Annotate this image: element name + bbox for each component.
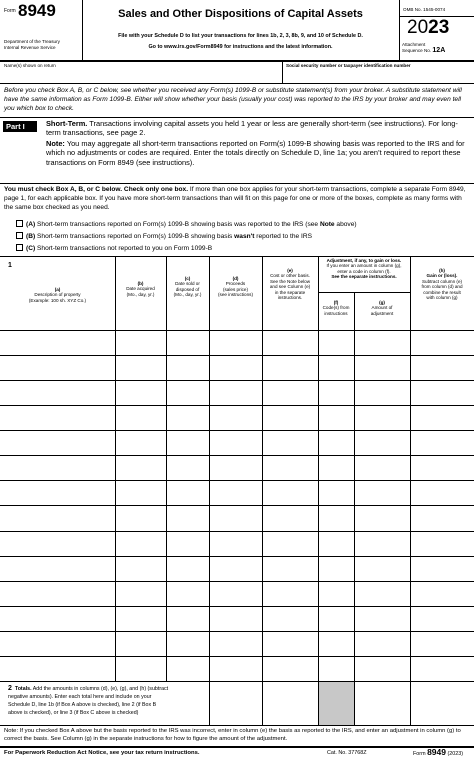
col-f-total-shaded xyxy=(319,682,354,725)
col-e-header: (e) Cost or other basis. See the Note below and see Column (e) in the separate instructions. xyxy=(269,268,311,301)
table-cell-input[interactable] xyxy=(318,480,354,505)
table-cell-input[interactable] xyxy=(209,556,262,581)
table-cell-input[interactable] xyxy=(318,455,354,480)
table-row xyxy=(0,656,474,681)
table-cell-input[interactable] xyxy=(318,405,354,430)
table-cell-input[interactable] xyxy=(166,556,209,581)
tax-year: 2023 xyxy=(407,17,450,38)
table-cell-input[interactable] xyxy=(410,480,474,505)
table-cell-input[interactable] xyxy=(0,631,115,656)
dept-irs: Internal Revenue Service xyxy=(4,45,56,50)
table-cell-input[interactable] xyxy=(166,405,209,430)
form-number: 8949 xyxy=(18,1,56,20)
table-cell-input[interactable] xyxy=(115,531,166,556)
table-cell-input[interactable] xyxy=(166,430,209,455)
table-cell-input[interactable] xyxy=(209,405,262,430)
table-cell-input[interactable] xyxy=(209,631,262,656)
col-c-header: (c) Date sold or disposed of (Mo., day, yr.) xyxy=(173,276,202,298)
table-cell-input[interactable] xyxy=(0,380,115,405)
table-cell-input[interactable] xyxy=(262,581,318,606)
table-cell-input[interactable] xyxy=(115,631,166,656)
table-cell-input[interactable] xyxy=(115,405,166,430)
table-cell-input[interactable] xyxy=(410,656,474,681)
table-row xyxy=(0,455,474,480)
table-cell-input[interactable] xyxy=(354,430,410,455)
table-cell-input[interactable] xyxy=(0,480,115,505)
table-cell-input[interactable] xyxy=(354,330,410,355)
table-cell-input[interactable] xyxy=(115,380,166,405)
table-cell-input[interactable] xyxy=(0,355,115,380)
table-cell-input[interactable] xyxy=(410,405,474,430)
check-instructions: You must check Box A, B, or C below. Check only one box. If more than one box applies for your short-term transactions, complete a separate Form 8949, page 1, for each applicable box. If you have more short-term transactions than will fit on this page for one or more of the boxes, complete as many forms with the same box checked as you need. xyxy=(4,186,466,211)
table-cell-input[interactable] xyxy=(115,556,166,581)
table-cell-input[interactable] xyxy=(262,455,318,480)
table-cell-input[interactable] xyxy=(0,505,115,530)
table-cell-input[interactable] xyxy=(410,330,474,355)
table-row xyxy=(0,606,474,631)
name-label: Name(s) shown on return xyxy=(4,63,56,68)
table-cell-input[interactable] xyxy=(0,531,115,556)
table-row xyxy=(0,330,474,355)
box-c-row: (C) Short-term transactions not reported to you on Form 1099-B xyxy=(16,244,212,253)
col-g-header: (g) Amount of adjustment xyxy=(370,300,394,316)
table-row xyxy=(0,380,474,405)
table-cell-input[interactable] xyxy=(0,656,115,681)
table-cell-input[interactable] xyxy=(318,505,354,530)
table-cell-input[interactable] xyxy=(166,355,209,380)
col-a-header: (a) Description of property (Example: 100 sh. XYZ Co.) xyxy=(28,287,87,303)
attachment-label: Attachment xyxy=(402,42,426,47)
part-i-badge: Part I xyxy=(3,121,37,132)
table-cell-input[interactable] xyxy=(410,355,474,380)
sequence-number: Sequence No. 12A xyxy=(402,47,446,54)
part-i-text: Short-Term. Transactions involving capital assets you held 1 year or less are generally short-term (see instructions). For long-term transactions, see page 2. xyxy=(46,119,458,138)
table-cell-input[interactable] xyxy=(115,505,166,530)
line-2-totals-text: 2 Totals. Add the amounts in columns (d), (e), (g), and (h) (subtract negative amounts). Enter each total here and include on your Schedule D, line 1b (if Box A above is checked), line 2 (if Box B above is checked), or line 3 (if Box C above is checked) xyxy=(8,685,169,716)
table-cell-input[interactable] xyxy=(0,330,115,355)
table-cell-input[interactable] xyxy=(318,631,354,656)
table-cell-input[interactable] xyxy=(166,531,209,556)
form-subtitle-2: Go to www.irs.gov/Form8949 for instructions and the latest information. xyxy=(148,44,333,50)
ssn-input[interactable] xyxy=(283,69,474,82)
table-row xyxy=(0,531,474,556)
table-cell-input[interactable] xyxy=(166,455,209,480)
table-row xyxy=(0,631,474,656)
table-cell-input[interactable] xyxy=(0,556,115,581)
table-row xyxy=(0,405,474,430)
table-cell-input[interactable] xyxy=(115,330,166,355)
table-cell-input[interactable] xyxy=(410,606,474,631)
form-word: Form xyxy=(4,8,16,14)
bottom-note: Note: If you checked Box A above but the basis reported to the IRS was incorrect, enter in column (e) the basis as reported to the IRS, and enter an adjustment in column (g) to correct the basis. See Column (g) in the separate instructions for how to figure the amount of the adjustment. xyxy=(4,728,461,743)
table-cell-input[interactable] xyxy=(209,330,262,355)
table-cell-input[interactable] xyxy=(115,455,166,480)
table-cell-input[interactable] xyxy=(410,430,474,455)
table-cell-input[interactable] xyxy=(0,581,115,606)
table-row xyxy=(0,355,474,380)
table-cell-input[interactable] xyxy=(354,405,410,430)
table-cell-input[interactable] xyxy=(354,480,410,505)
table-cell-input[interactable] xyxy=(410,531,474,556)
table-cell-input[interactable] xyxy=(410,505,474,530)
table-cell-input[interactable] xyxy=(262,405,318,430)
table-cell-input[interactable] xyxy=(115,355,166,380)
table-cell-input[interactable] xyxy=(166,631,209,656)
table-cell-input[interactable] xyxy=(410,631,474,656)
table-cell-input[interactable] xyxy=(166,330,209,355)
total-cost-input[interactable] xyxy=(263,682,318,725)
table-cell-input[interactable] xyxy=(262,656,318,681)
box-b-checkbox[interactable] xyxy=(16,232,23,239)
table-cell-input[interactable] xyxy=(262,505,318,530)
table-cell-input[interactable] xyxy=(410,556,474,581)
col-d-header: (d) Proceeds (sales price) (see instructions) xyxy=(218,276,253,298)
table-cell-input[interactable] xyxy=(318,531,354,556)
table-cell-input[interactable] xyxy=(318,581,354,606)
table-cell-input[interactable] xyxy=(115,430,166,455)
table-cell-input[interactable] xyxy=(354,355,410,380)
table-cell-input[interactable] xyxy=(209,355,262,380)
col-f-header: (f) Code(s) from instructions xyxy=(322,300,350,316)
table-cell-input[interactable] xyxy=(354,531,410,556)
table-cell-input[interactable] xyxy=(354,631,410,656)
name-input[interactable] xyxy=(0,69,282,82)
table-cell-input[interactable] xyxy=(318,430,354,455)
table-cell-input[interactable] xyxy=(209,581,262,606)
table-cell-input[interactable] xyxy=(209,606,262,631)
part-i-note: Note: You may aggregate all short-term transactions reported on Form(s) 1099-B showing basis was reported to the IRS and for which no adjustments or codes are required. Enter the totals directly on Schedule D, line 1a; you aren’t required to report these transactions on Form 8949 (see instructions). xyxy=(46,139,465,167)
col-b-header: (b) Date acquired (Mo., day, yr.) xyxy=(126,281,155,297)
table-cell-input[interactable] xyxy=(318,556,354,581)
table-cell-input[interactable] xyxy=(318,355,354,380)
table-cell-input[interactable] xyxy=(318,606,354,631)
ssn-label: Social security number or taxpayer identification number xyxy=(286,63,411,68)
form-title: Sales and Other Dispositions of Capital Assets xyxy=(118,8,363,20)
footer-form-id: Form 8949 (2023) xyxy=(413,747,464,757)
omb-number: OMB No. 1545-0074 xyxy=(403,7,446,12)
table-cell-input[interactable] xyxy=(262,330,318,355)
table-cell-input[interactable] xyxy=(166,380,209,405)
table-cell-input[interactable] xyxy=(262,606,318,631)
table-cell-input[interactable] xyxy=(262,480,318,505)
table-cell-input[interactable] xyxy=(0,405,115,430)
line-1-number: 1 xyxy=(8,262,12,269)
table-cell-input[interactable] xyxy=(354,656,410,681)
table-cell-input[interactable] xyxy=(354,581,410,606)
total-adjustment-input[interactable] xyxy=(355,682,410,725)
table-cell-input[interactable] xyxy=(115,656,166,681)
table-cell-input[interactable] xyxy=(166,480,209,505)
col-h-header: (h) Gain or (loss). Subtract column (e) from column (d) and combine the result with column (g) xyxy=(421,268,463,301)
table-cell-input[interactable] xyxy=(209,380,262,405)
table-cell-input[interactable] xyxy=(262,430,318,455)
table-cell-input[interactable] xyxy=(209,430,262,455)
table-cell-input[interactable] xyxy=(354,455,410,480)
table-cell-input[interactable] xyxy=(209,531,262,556)
dept-treasury: Department of the Treasury xyxy=(4,39,60,44)
table-cell-input[interactable] xyxy=(115,581,166,606)
table-row xyxy=(0,480,474,505)
footer-cat-no: Cat. No. 37768Z xyxy=(327,750,367,756)
table-cell-input[interactable] xyxy=(262,531,318,556)
table-cell-input[interactable] xyxy=(209,480,262,505)
table-cell-input[interactable] xyxy=(166,606,209,631)
table-cell-input[interactable] xyxy=(318,330,354,355)
table-row xyxy=(0,505,474,530)
footer-paperwork: For Paperwork Reduction Act Notice, see your tax return instructions. xyxy=(4,750,200,756)
table-row xyxy=(0,556,474,581)
table-cell-input[interactable] xyxy=(318,380,354,405)
table-cell-input[interactable] xyxy=(115,606,166,631)
intro-text: Before you check Box A, B, or C below, see whether you received any Form(s) 1099-B or substitute statement(s) from your broker. A substitute statement will have the same information as Form 1099-B. Either will show whether your basis (usually your cost) was reported to the IRS by your broker and may even tell you which box to check. xyxy=(4,87,462,112)
table-cell-input[interactable] xyxy=(354,505,410,530)
table-cell-input[interactable] xyxy=(262,556,318,581)
table-cell-input[interactable] xyxy=(166,505,209,530)
total-proceeds-input[interactable] xyxy=(210,682,262,725)
box-b-row: (B) Short-term transactions reported on Form(s) 1099-B showing basis wasn't reported to the IRS xyxy=(16,232,312,241)
table-cell-input[interactable] xyxy=(354,606,410,631)
table-cell-input[interactable] xyxy=(410,581,474,606)
table-cell-input[interactable] xyxy=(0,455,115,480)
box-a-row: (A) Short-term transactions reported on Form(s) 1099-B showing basis was reported to the IRS (see Note above) xyxy=(16,220,357,229)
table-row xyxy=(0,430,474,455)
table-cell-input[interactable] xyxy=(410,455,474,480)
table-cell-input[interactable] xyxy=(209,656,262,681)
table-cell-input[interactable] xyxy=(166,581,209,606)
table-cell-input[interactable] xyxy=(354,380,410,405)
table-cell-input[interactable] xyxy=(0,430,115,455)
table-cell-input[interactable] xyxy=(209,505,262,530)
box-a-checkbox[interactable] xyxy=(16,220,23,227)
table-cell-input[interactable] xyxy=(115,480,166,505)
form-subtitle-1: File with your Schedule D to list your transactions for lines 1b, 2, 3, 8b, 9, and 10 of Schedule D. xyxy=(118,33,363,39)
table-cell-input[interactable] xyxy=(262,380,318,405)
table-cell-input[interactable] xyxy=(354,556,410,581)
table-cell-input[interactable] xyxy=(0,606,115,631)
table-cell-input[interactable] xyxy=(262,355,318,380)
total-gain-loss-input[interactable] xyxy=(411,682,474,725)
table-cell-input[interactable] xyxy=(209,455,262,480)
table-cell-input[interactable] xyxy=(318,656,354,681)
table-cell-input[interactable] xyxy=(166,656,209,681)
adjustment-header: Adjustment, if any, to gain or loss. If you enter an amount in column (g), enter a code in column (f). See the separate instructions. xyxy=(326,258,402,280)
table-cell-input[interactable] xyxy=(410,380,474,405)
table-cell-input[interactable] xyxy=(262,631,318,656)
box-c-checkbox[interactable] xyxy=(16,244,23,251)
table-row xyxy=(0,581,474,606)
